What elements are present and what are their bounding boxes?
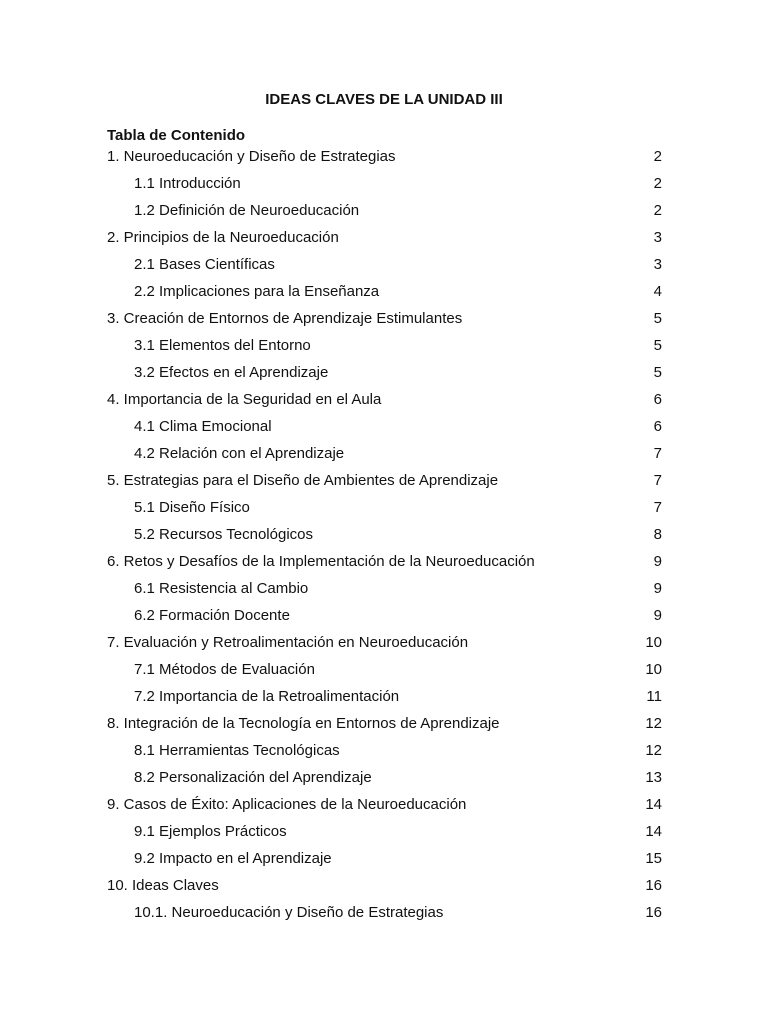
toc-entry-label: 7.2 Importancia de la Retroalimentación (134, 688, 400, 705)
toc-entry-page-number: 7 (653, 472, 662, 489)
toc-entry-label: 5.1 Diseño Físico (134, 499, 250, 516)
toc-entry-label: 3.2 Efectos en el Aprendizaje (134, 364, 329, 381)
toc-entry-page-number: 10 (645, 661, 662, 678)
toc-entry-label: 7.1 Métodos de Evaluación (134, 661, 315, 678)
table-of-contents (107, 143, 662, 926)
toc-subsection-entry (107, 359, 662, 386)
toc-entry-page-number: 5 (653, 310, 662, 327)
toc-entry-label: 6.1 Resistencia al Cambio (134, 580, 309, 597)
toc-subsection-entry (107, 764, 662, 791)
toc-entry-page-number: 10 (645, 634, 662, 651)
toc-entry-page-number: 2 (653, 175, 662, 192)
toc-entry-page-number: 6 (653, 391, 662, 408)
toc-section-entry (107, 143, 662, 170)
toc-section-entry (107, 710, 662, 737)
toc-entry-label: 4.2 Relación con el Aprendizaje (134, 445, 345, 462)
toc-entry-page-number: 9 (653, 553, 662, 570)
toc-entry-page-number: 14 (645, 823, 662, 840)
toc-entry-page-number: 16 (645, 877, 662, 894)
toc-entry-label: 10. Ideas Claves (107, 877, 219, 894)
toc-subsection-entry (107, 413, 662, 440)
toc-subsection-entry (107, 440, 662, 467)
toc-entry-label: 4. Importancia de la Seguridad en el Aula (107, 391, 382, 408)
toc-subsection-entry (107, 278, 662, 305)
toc-entry-label: 2. Principios de la Neuroeducación (107, 229, 339, 246)
toc-entry-label: 10.1. Neuroeducación y Diseño de Estrategias (134, 904, 444, 921)
toc-entry-page-number: 3 (653, 229, 662, 246)
toc-subsection-entry (107, 602, 662, 629)
toc-entry-label: 5.2 Recursos Tecnológicos (134, 526, 313, 543)
toc-entry-page-number: 5 (653, 364, 662, 381)
toc-entry-page-number: 16 (645, 904, 662, 921)
toc-entry-page-number: 7 (653, 445, 662, 462)
toc-entry-label: 1. Neuroeducación y Diseño de Estrategias (107, 148, 396, 165)
toc-subsection-entry (107, 683, 662, 710)
toc-entry-label: 8.1 Herramientas Tecnológicas (134, 742, 340, 759)
toc-entry-page-number: 8 (653, 526, 662, 543)
toc-entry-page-number: 9 (653, 580, 662, 597)
toc-entry-label: 9.2 Impacto en el Aprendizaje (134, 850, 332, 867)
toc-entry-page-number: 12 (645, 742, 662, 759)
toc-heading: Tabla de Contenido (107, 127, 246, 144)
toc-subsection-entry (107, 818, 662, 845)
toc-section-entry (107, 305, 662, 332)
toc-entry-label: 3.1 Elementos del Entorno (134, 337, 311, 354)
toc-subsection-entry (107, 845, 662, 872)
toc-subsection-entry (107, 332, 662, 359)
toc-entry-page-number: 2 (653, 202, 662, 219)
toc-entry-page-number: 12 (645, 715, 662, 732)
toc-subsection-entry (107, 575, 662, 602)
toc-subsection-entry (107, 899, 662, 926)
toc-entry-page-number: 5 (653, 337, 662, 354)
toc-entry-label: 9.1 Ejemplos Prácticos (134, 823, 287, 840)
toc-entry-label: 6. Retos y Desafíos de la Implementación de la Neuroeducación (107, 553, 535, 570)
toc-section-entry (107, 629, 662, 656)
toc-entry-label: 6.2 Formación Docente (134, 607, 290, 624)
toc-subsection-entry (107, 521, 662, 548)
toc-subsection-entry (107, 197, 662, 224)
toc-entry-label: 7. Evaluación y Retroalimentación en Neuroeducación (107, 634, 469, 651)
toc-entry-page-number: 14 (645, 796, 662, 813)
toc-entry-label: 1.1 Introducción (134, 175, 241, 192)
toc-entry-label: 5. Estrategias para el Diseño de Ambientes de Aprendizaje (107, 472, 499, 489)
toc-entry-page-number: 9 (653, 607, 662, 624)
toc-entry-label: 1.2 Definición de Neuroeducación (134, 202, 360, 219)
toc-entry-page-number: 3 (653, 256, 662, 273)
toc-section-entry (107, 467, 662, 494)
toc-entry-page-number: 2 (653, 148, 662, 165)
toc-entry-page-number: 13 (645, 769, 662, 786)
toc-entry-label: 8.2 Personalización del Aprendizaje (134, 769, 372, 786)
toc-subsection-entry (107, 737, 662, 764)
document-title: IDEAS CLAVES DE LA UNIDAD III (265, 91, 503, 108)
toc-entry-page-number: 11 (646, 688, 662, 705)
toc-entry-page-number: 4 (653, 283, 662, 300)
toc-entry-label: 4.1 Clima Emocional (134, 418, 272, 435)
toc-entry-label: 9. Casos de Éxito: Aplicaciones de la Neuroeducación (107, 796, 467, 813)
toc-section-entry (107, 791, 662, 818)
toc-section-entry (107, 386, 662, 413)
toc-entry-page-number: 7 (653, 499, 662, 516)
toc-entry-label: 2.1 Bases Científicas (134, 256, 275, 273)
toc-entry-label: 3. Creación de Entornos de Aprendizaje Estimulantes (107, 310, 463, 327)
toc-entry-page-number: 15 (645, 850, 662, 867)
toc-entry-label: 8. Integración de la Tecnología en Entornos de Aprendizaje (107, 715, 500, 732)
toc-subsection-entry (107, 170, 662, 197)
toc-section-entry (107, 872, 662, 899)
toc-section-entry (107, 224, 662, 251)
toc-subsection-entry (107, 251, 662, 278)
toc-section-entry (107, 548, 662, 575)
toc-entry-label: 2.2 Implicaciones para la Enseñanza (134, 283, 380, 300)
toc-subsection-entry (107, 656, 662, 683)
toc-entry-page-number: 6 (653, 418, 662, 435)
toc-subsection-entry (107, 494, 662, 521)
